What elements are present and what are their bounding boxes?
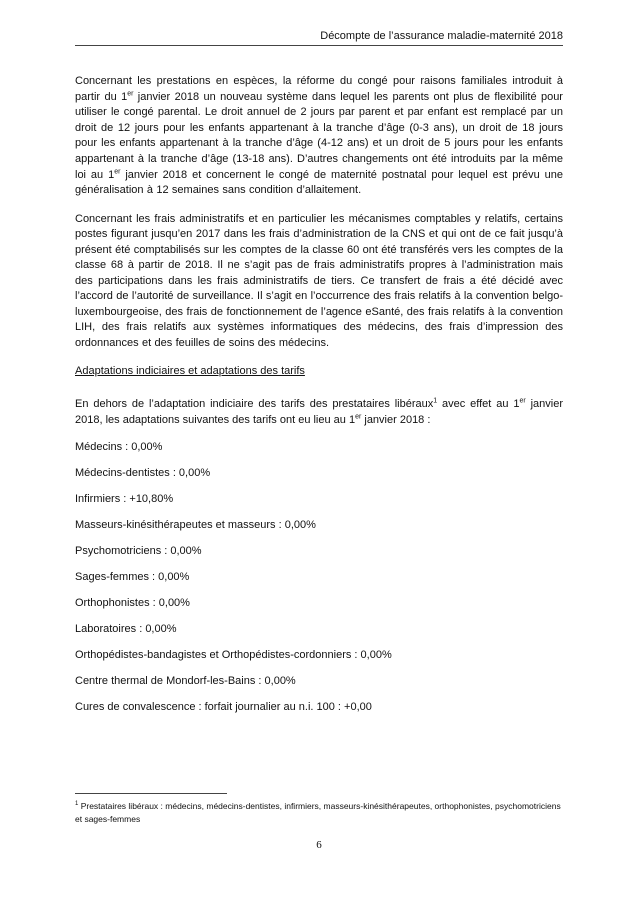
intro-text: janvier 2018 : — [361, 413, 431, 426]
paragraph-admin-costs: Concernant les frais administratifs et en particulier les mécanismes comptables y relatifs, certains postes figurant jusqu’en 2017 dans les frais d’administration de la CNS et qui ont de ce fait jusqu’à présent été comptabilisés sur les comptes de la classe 60 ont été transférés vers les comptes de la classe 68 à partir de 2018. Il ne s’agit pas de frais administratifs propres à l’administration mais des participations dans les frais administratifs de tiers. Ce transfert de frais a été décidé avec l’accord de l’autorité de surveillance. Il s’agit en l’occurrence des frais relatifs à la convention belgo-luxembourgeoise, des frais de fonctionnement de l’agence eSanté, des frais relatifs à la convention LIH, des frais relatifs aux systèmes informatiques des médecins, des frais d’impression des ordonnances et des feuilles de soins des médecins. — [75, 212, 563, 349]
list-item: Médecins-dentistes : 0,00% — [75, 466, 211, 479]
tariff-adaptation-list — [75, 440, 563, 726]
header-rule — [75, 45, 563, 46]
footnote-marker: 1 — [75, 801, 79, 808]
section-heading: Adaptations indiciaires et adaptations des tarifs — [75, 365, 305, 378]
paragraph-text: janvier 2018 un nouveau système dans lequel les parents ont plus de flexibilité pour utiliser le congé parental. Le droit annuel de 2 jours par parent et par enfant est remplacé par un droit de 12 jours pour les enfants appartenant à la tranche d’âge (0-3 ans), un droit de 18 jours pour les enfants appartenant à la tranche d’âge (4-12 ans) et un droit de 5 jours pour les enfants appartenant à la tranche d’âge (13-18 ans). D’autres changements ont été introduits par la même loi au 1 — [75, 90, 563, 181]
section-intro — [75, 396, 563, 428]
footnote-text: Prestataires libéraux : médecins, médecins-dentistes, infirmiers, masseurs-kinésithérapeutes, orthophonistes, psychomotriciens et sages-femmes — [75, 801, 561, 824]
footnote-reference[interactable]: 1 — [433, 397, 438, 405]
footnote-separator — [75, 793, 227, 794]
list-item: Sages-femmes : 0,00% — [75, 570, 190, 583]
list-item: Psychomotriciens : 0,00% — [75, 544, 202, 557]
page-number: 6 — [316, 839, 322, 851]
paragraph-text: janvier 2018 et concernent le congé de maternité postnatal pour lequel est prévu une généralisation à 12 semaines sans condition d’allaitement. — [75, 168, 563, 197]
list-item: Centre thermal de Mondorf-les-Bains : 0,00% — [75, 674, 296, 687]
footnote — [75, 800, 563, 826]
running-header: Décompte de l’assurance maladie-maternité 2018 — [320, 30, 563, 42]
intro-text: janvier 2018, les adaptations suivantes des tarifs ont eu lieu au 1 — [75, 397, 563, 426]
intro-text: avec effet au 1 — [437, 397, 520, 410]
paragraph-text: Concernant les prestations en espèces, la réforme du congé pour raisons familiales introduit à partir du 1 — [75, 75, 563, 103]
page-body — [75, 74, 563, 726]
list-item: Masseurs-kinésithérapeutes et masseurs : 0,00% — [75, 518, 316, 531]
list-item: Cures de convalescence : forfait journalier au n.i. 100 : +0,00 — [75, 700, 372, 713]
superscript-er: er — [355, 413, 362, 421]
superscript-er: er — [114, 167, 121, 175]
list-item: Laboratoires : 0,00% — [75, 622, 177, 635]
list-item: Orthopédistes-bandagistes et Orthopédistes-cordonniers : 0,00% — [75, 648, 392, 661]
list-item: Médecins : 0,00% — [75, 440, 163, 453]
superscript-er: er — [519, 397, 526, 405]
intro-text: En dehors de l’adaptation indiciaire des tarifs des prestataires libéraux — [75, 397, 434, 410]
list-item: Orthophonistes : 0,00% — [75, 596, 190, 609]
superscript-er: er — [127, 89, 134, 97]
list-item: Infirmiers : +10,80% — [75, 492, 174, 505]
paragraph-cash-benefits — [75, 74, 563, 199]
